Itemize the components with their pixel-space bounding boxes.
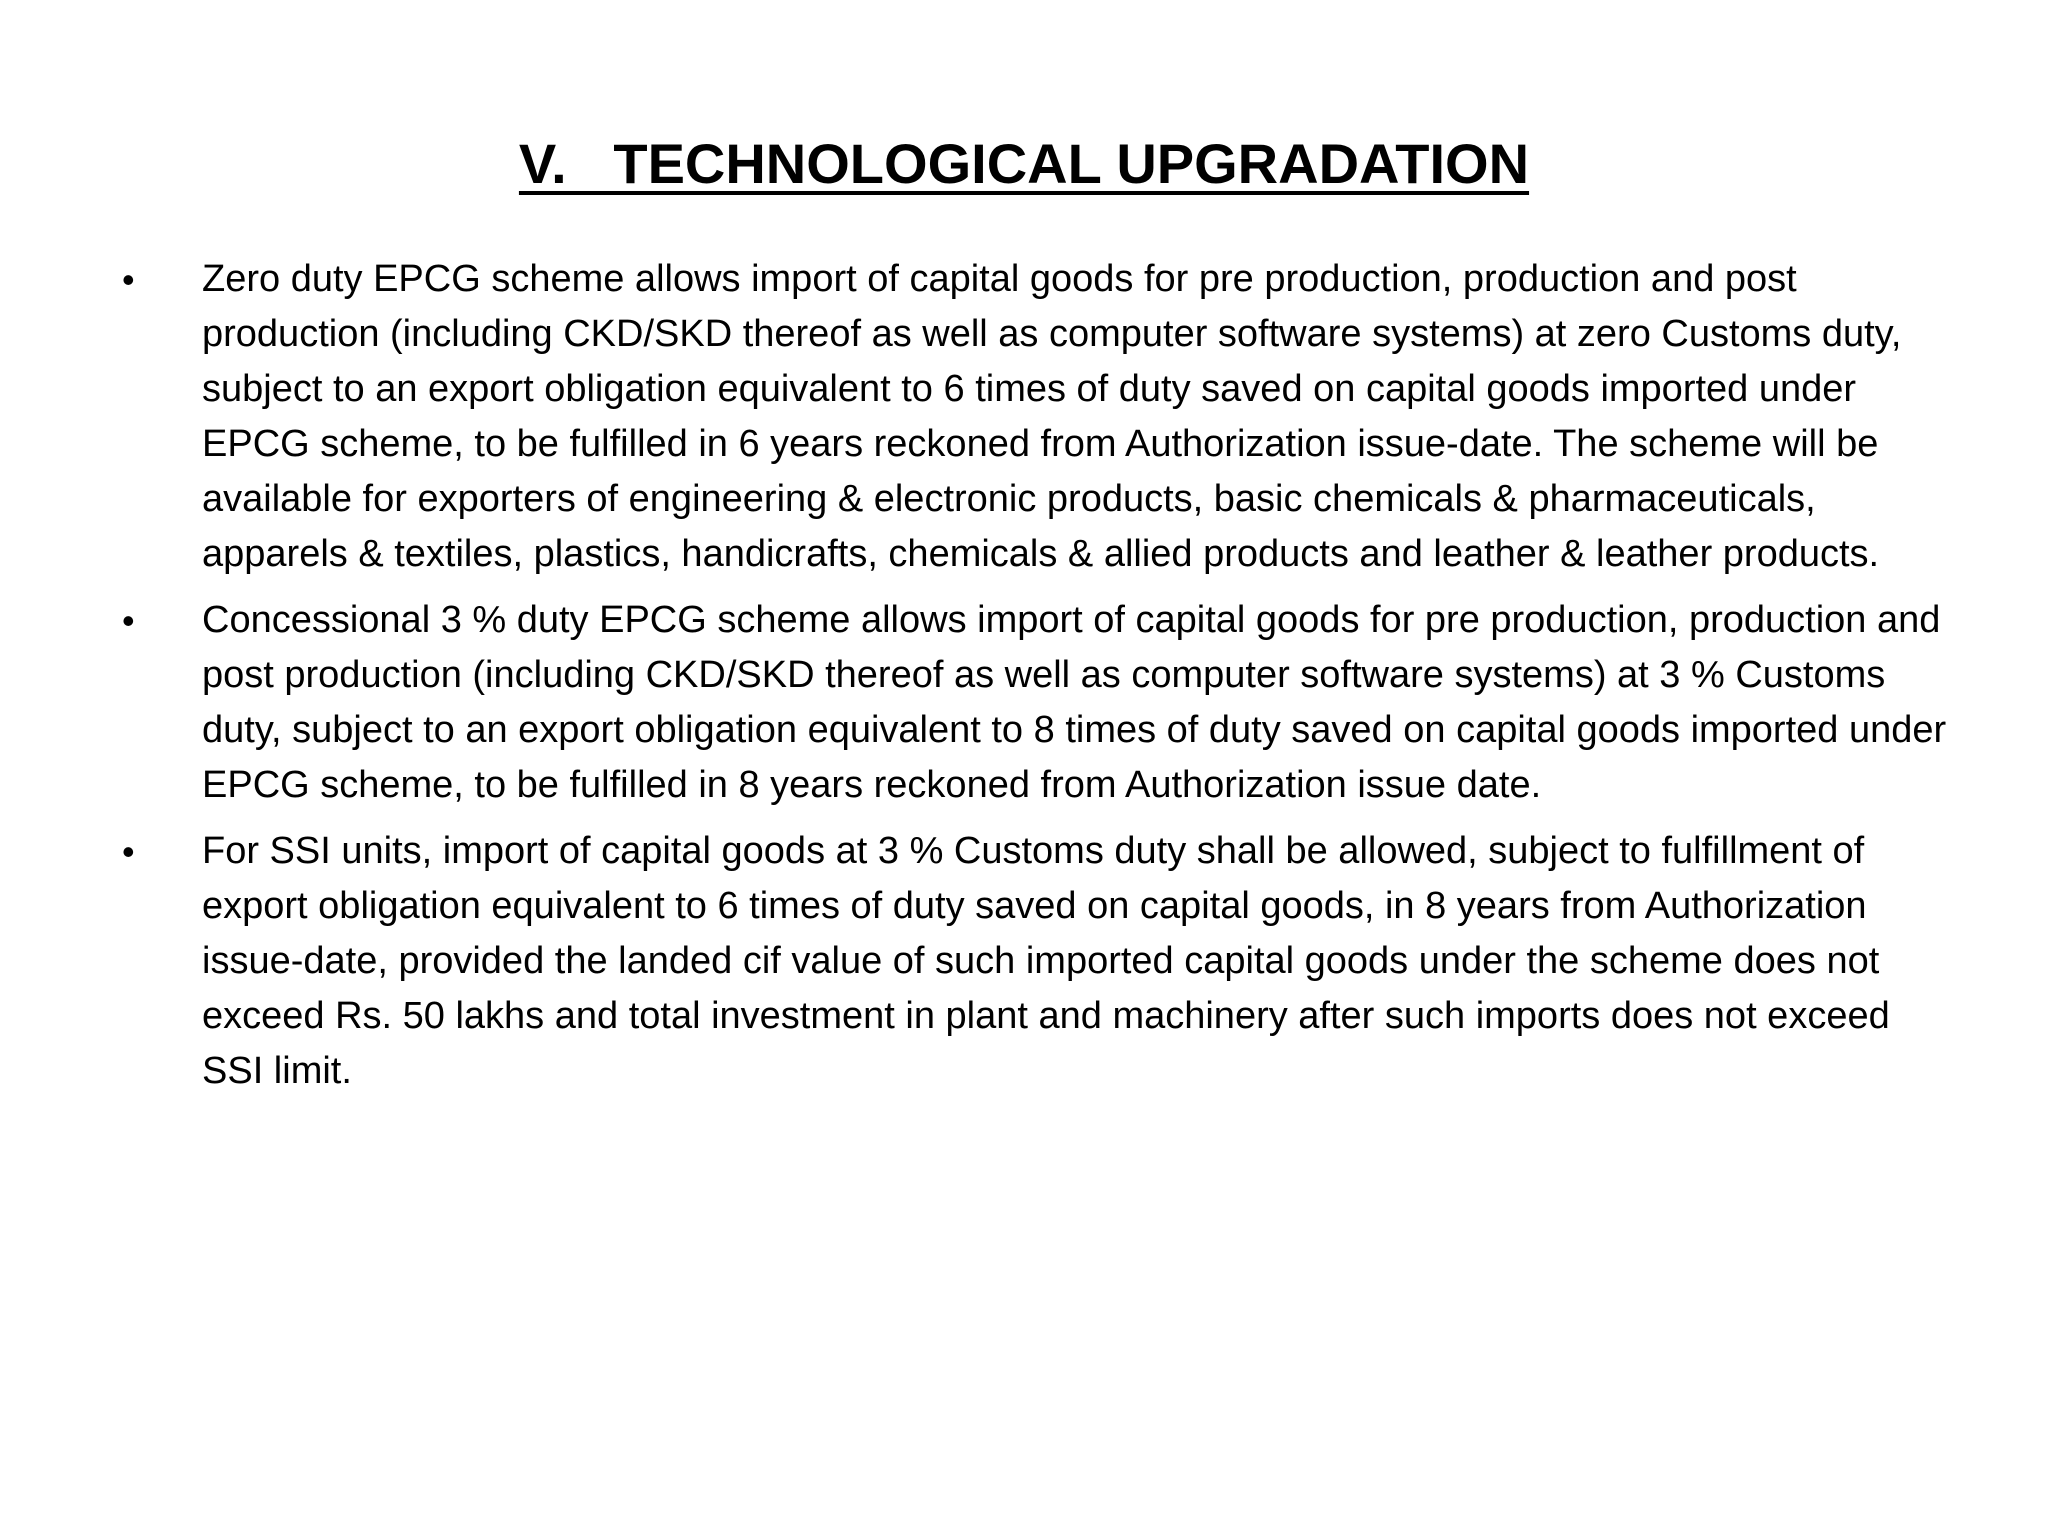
bullet-text: Concessional 3 % duty EPCG scheme allows import of capital goods for pre production, production and post production (including CKD/SKD thereof as well as computer software systems) at 3 % Customs duty, subject to an export obligation equivalent to 8 times of duty saved on capital goods imported under EPCG scheme, to be fulfilled in 8 years reckoned from Authorization issue date.	[202, 599, 1947, 806]
bullet-text: For SSI units, import of capital goods at 3 % Customs duty shall be allowed, subject to fulfillment of export obligation equivalent to 6 times of duty saved on capital goods, in 8 years from Authorization issue-date, provided the landed cif value of such imported capital goods under the scheme does not exceed Rs. 50 lakhs and total investment in plant and machinery after such imports does not exceed SSI limit.	[202, 830, 1890, 1092]
bullet-item	[120, 824, 1950, 1099]
bullet-text: Zero duty EPCG scheme allows import of capital goods for pre production, production and post production (including CKD/SKD thereof as well as computer software systems) at zero Customs duty, subject to an export obligation equivalent to 6 times of duty saved on capital goods imported under EPCG scheme, to be fulfilled in 6 years reckoned from Authorization issue-date. The scheme will be available for exporters of engineering & electronic products, basic chemicals & pharmaceuticals, apparels & textiles, plastics, handicrafts, chemicals & allied products and leather & leather products.	[202, 258, 1902, 575]
slide-title-text: V. TECHNOLOGICAL UPGRADATION	[518, 132, 1530, 195]
bullet-icon: •	[122, 600, 135, 641]
bullet-item	[120, 252, 1950, 582]
bullet-icon: •	[122, 259, 135, 300]
bullet-icon: •	[122, 831, 135, 872]
bullet-item	[120, 593, 1950, 813]
bullet-list	[120, 252, 1950, 1110]
slide-title	[0, 124, 2048, 204]
